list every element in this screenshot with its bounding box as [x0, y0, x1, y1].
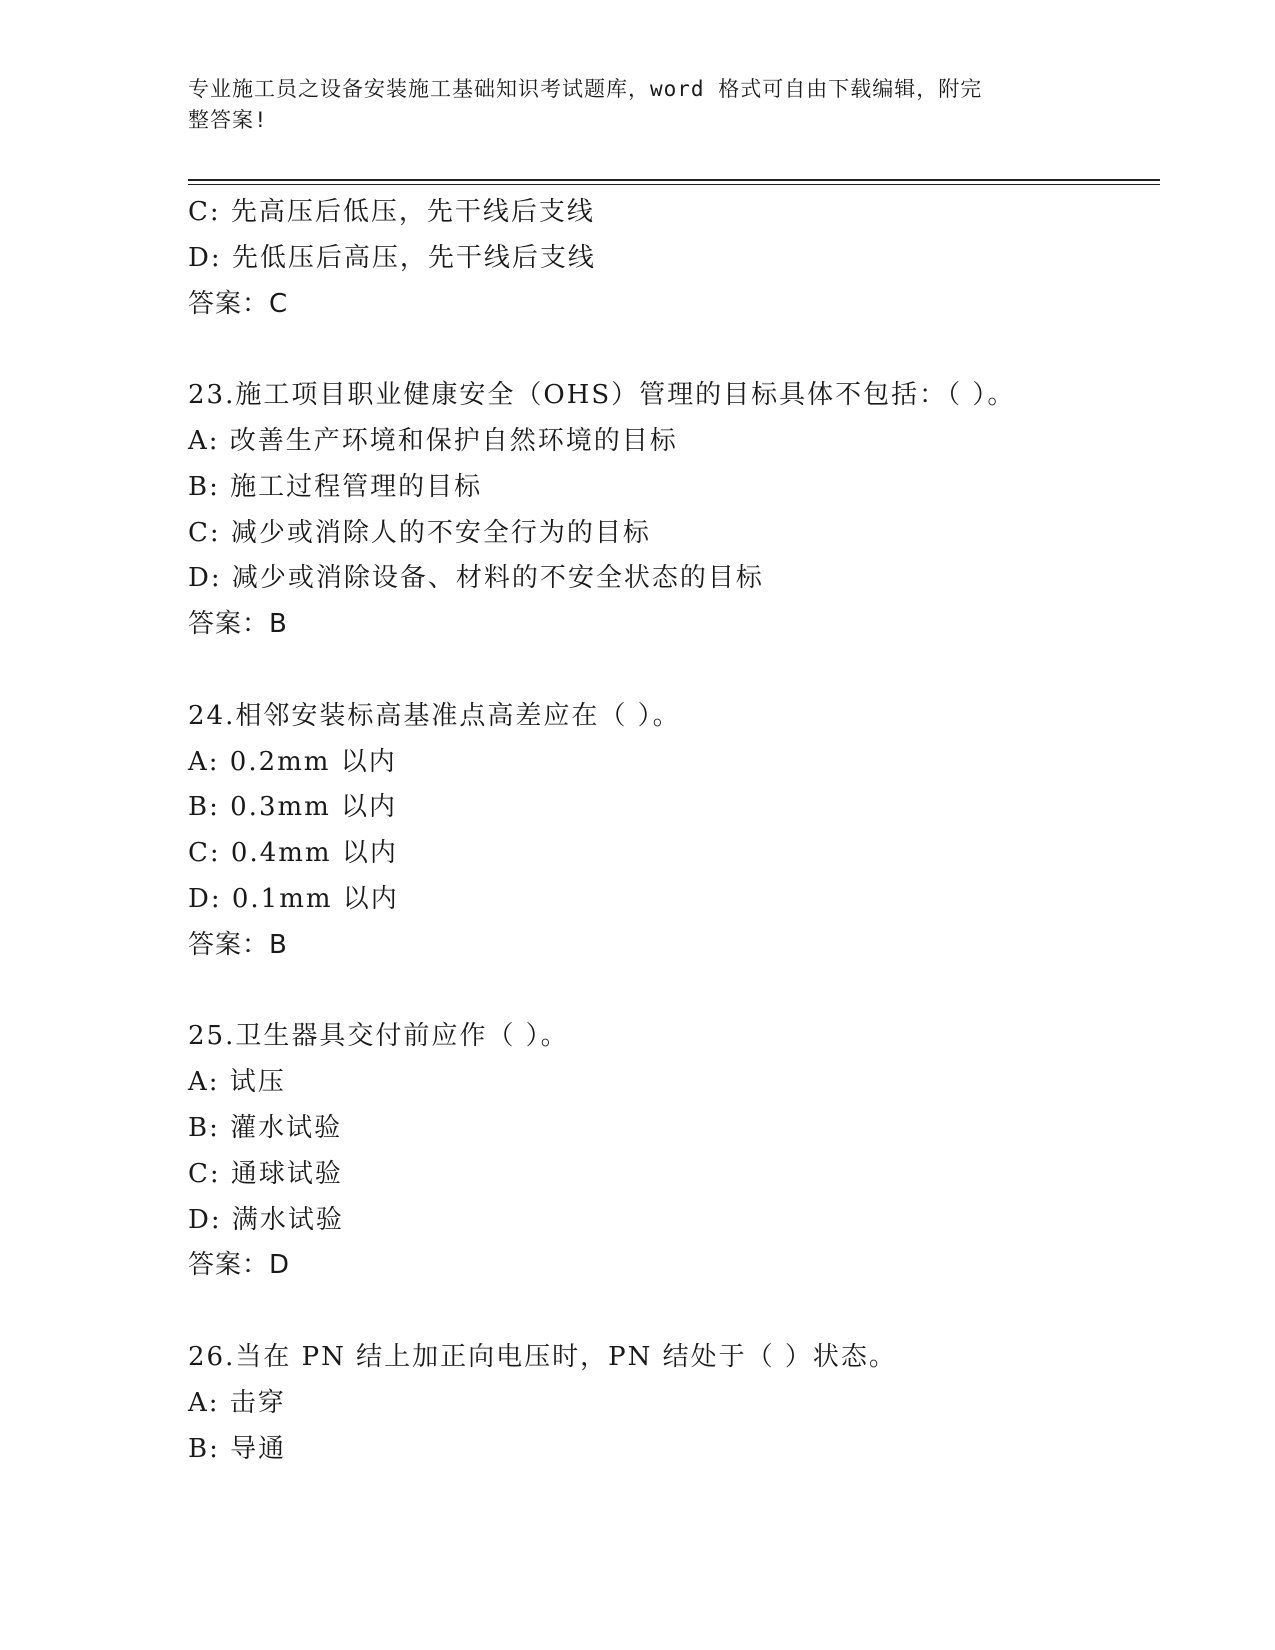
spacer [188, 327, 1148, 373]
question-carryover [188, 190, 1148, 327]
question-stem: 24.相邻安装标高基准点高差应在（ ）。 [188, 700, 681, 731]
option-c: C: 减少或消除人的不安全行为的目标 [188, 517, 651, 548]
option-b: B: 灌水试验 [188, 1112, 343, 1143]
header-line-1: 专业施工员之设备安装施工基础知识考试题库，word 格式可自由下载编辑，附完 [188, 77, 983, 101]
option-b: B: 施工过程管理的目标 [188, 471, 483, 502]
option-d: D: 减少或消除设备、材料的不安全状态的目标 [188, 563, 764, 594]
spacer [188, 648, 1148, 694]
option-a: A: 击穿 [188, 1387, 286, 1418]
answer-line: 答案：B [188, 609, 288, 640]
option-a: A: 改善生产环境和保护自然环境的目标 [188, 425, 678, 456]
answer-line: 答案：C [188, 288, 289, 319]
question-24 [188, 694, 1148, 969]
option-d: D: 满水试验 [188, 1204, 344, 1235]
spacer [188, 969, 1148, 1015]
option-d: D: 0.1mm 以内 [188, 883, 399, 914]
document-header [188, 74, 1088, 136]
header-divider-thin [188, 184, 1160, 185]
option-c: C: 通球试验 [188, 1158, 343, 1189]
option-c: C: 0.4mm 以内 [188, 838, 398, 869]
header-line-2: 整答案! [188, 108, 268, 132]
question-23 [188, 373, 1148, 648]
option-a: A: 0.2mm 以内 [188, 746, 397, 777]
spacer [188, 1289, 1148, 1335]
option-a: A: 试压 [188, 1067, 286, 1098]
question-stem: 25.卫生器具交付前应作（ ）。 [188, 1021, 569, 1052]
option-d: D: 先低压后高压，先干线后支线 [188, 242, 596, 273]
option-b: B: 0.3mm 以内 [188, 792, 398, 823]
option-b: B: 导通 [188, 1433, 287, 1464]
answer-line: 答案：D [188, 1250, 291, 1281]
question-25 [188, 1014, 1148, 1289]
question-stem: 23.施工项目职业健康安全（OHS）管理的目标具体不包括：（ ）。 [188, 380, 1016, 411]
option-c: C: 先高压后低压，先干线后支线 [188, 197, 595, 227]
question-stem: 26.当在 PN 结上加正向电压时，PN 结处于（ ）状态。 [188, 1341, 897, 1372]
question-26 [188, 1335, 1148, 1472]
header-divider-thick [188, 179, 1160, 181]
document-body [188, 190, 1148, 1472]
answer-line: 答案：B [188, 929, 288, 960]
